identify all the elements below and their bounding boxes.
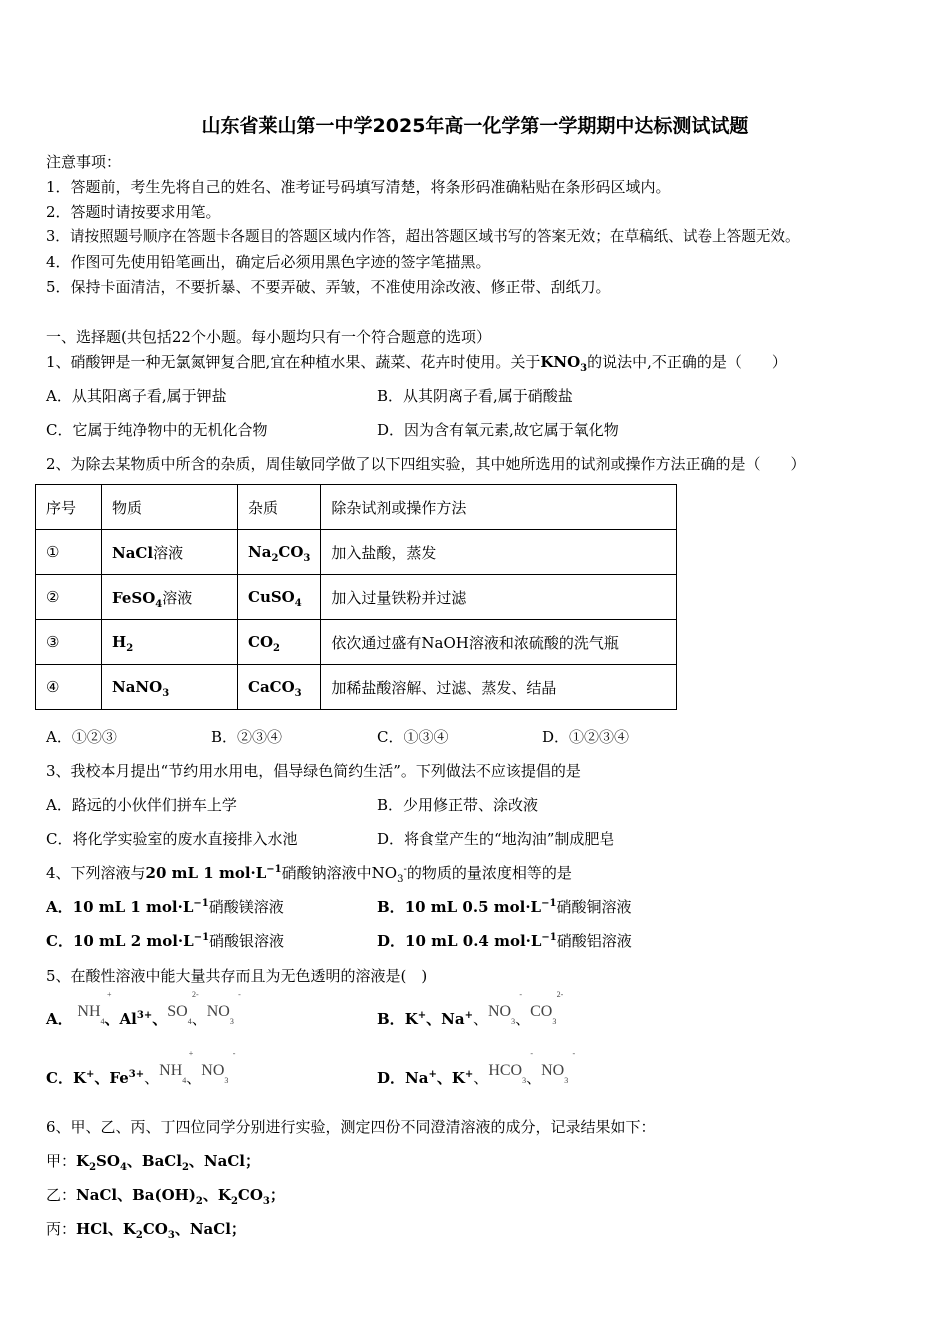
row-no: ② [36,575,102,620]
q5-option-c[interactable]: C．K+、$Fe^{3+}$、$NH_4$ + 、$NO_3$ - [46,1049,236,1087]
q3-option-c[interactable]: C．将化学实验室的废水直接排入水池 [46,830,298,848]
nitrate-ion: $NO_3$ - [487,990,523,1027]
question-3-stem: 3、我校本月提出“节约用水用电，倡导绿色简约生活”。下列做法不应该提倡的是 [46,762,581,780]
row-substance: NaNO$_3$ [102,665,238,710]
nitrate-ion: $NO_3$ - [201,1049,236,1086]
table-row [36,530,677,575]
row-method: 加稀盐酸溶解、过滤、蒸发、结晶 [321,665,677,710]
q4-option-d[interactable]: D．10 mL 0.4 $mol\cdot L^{-1}$硝酸铝溶液 [377,932,632,950]
q5-option-a[interactable]: A． $NH_4$ + 、$Al^{3+}$、$SO_4$ 2- 、$NO_3$ - [46,990,241,1028]
notice-item: 4．作图可先使用铅笔画出，确定后必须用黑色字迹的签字笔描黑。 [46,253,491,271]
row-no: ④ [36,665,102,710]
q2-option-b[interactable]: B．②③④ [211,728,283,746]
q1-option-c[interactable]: C．它属于纯净物中的无机化合物 [46,421,268,439]
row-substance: FeSO$_4$溶液 [102,575,238,620]
q1-option-a[interactable]: A．从其阳离子看,属于钾盐 [46,387,227,405]
q3-option-a[interactable]: A．路远的小伙伴们拼车上学 [46,796,237,814]
row-impurity: $CO_2$ [238,620,321,665]
nitrate-ion: $NO_3$ - [206,990,241,1027]
q4-option-c[interactable]: C．10 mL 2 $mol\cdot L^{-1}$硝酸银溶液 [46,932,285,950]
q2-option-d[interactable]: D．①②③④ [542,728,630,746]
row-no: ③ [36,620,102,665]
bicarbonate-ion: $HCO_3$ - [488,1049,534,1086]
row-substance: NaCl溶液 [102,530,238,575]
q2-option-c[interactable]: C．①③④ [377,728,449,746]
header-cell: 杂质 [238,485,321,530]
q1-option-b[interactable]: B．从其阴离子看,属于硝酸盐 [377,387,573,405]
notice-item: 1．答题前，考生先将自己的姓名、准考证号码填写清楚，将条形码准确粘贴在条形码区域内。 [46,178,671,196]
ammonium-ion: $NH_4$ + [77,990,112,1027]
table-header-row [36,485,677,530]
q6-record-yi: 乙：NaCl、$Ba(OH)_2$、$K_2CO_3$； [46,1186,285,1207]
q5-option-d[interactable]: D．Na+、K+、$HCO_3$ - 、$NO_3$ - [377,1049,576,1087]
notice-item: 3．请按照题号顺序在答题卡各题目的答题区域内作答，超出答题区域书写的答案无效；在草稿纸、试卷上答题无效。 [46,228,800,245]
table-row [36,665,677,710]
q4-option-b[interactable]: B．10 mL 0.5 $mol\cdot L^{-1}$硝酸铜溶液 [377,898,632,916]
header-cell: 物质 [102,485,238,530]
question-4-stem: 4、下列溶液与20 mL 1 $mol\cdot L^{-1}$硝酸钠溶液中$NO_3^-$的物质的量浓度相等的是 [46,864,572,885]
q5-option-b[interactable]: B．K+、Na+、$NO_3$ - 、$CO_3$ 2- [377,990,564,1028]
sulfate-ion: $SO_4$ 2- [167,990,199,1027]
page-title: 山东省莱山第一中学2025年高一化学第一学期期中达标测试试题 [201,115,749,137]
row-impurity: CaCO$_3$ [238,665,321,710]
notice-heading: 注意事项： [46,153,122,171]
q2-option-a[interactable]: A．①②③ [46,728,117,746]
row-substance: $H_2$ [102,620,238,665]
table-row [36,575,677,620]
header-cell: 除杂试剂或操作方法 [321,485,677,530]
row-impurity: $Na_2CO_3$ [238,530,321,575]
question-6-stem: 6、甲、乙、丙、丁四位同学分别进行实验，测定四份不同澄清溶液的成分，记录结果如下： [46,1118,656,1136]
row-method: 加入过量铁粉并过滤 [321,575,677,620]
nitrate-ion: $NO_3$ - [541,1049,576,1086]
carbonate-ion: $CO_3$ 2- [530,990,564,1027]
row-impurity: CuSO$_4$ [238,575,321,620]
question-2-stem: 2、为除去某物质中所含的杂质，周佳敏同学做了以下四组实验，其中她所选用的试剂或操作方法正确的是（ ） [46,455,806,473]
q6-record-bing: 丙：HCl、$K_2CO_3$、NaCl； [46,1220,246,1241]
header-cell: 序号 [36,485,102,530]
section-heading: 一、选择题(共包括22个小题。每小题均只有一个符合题意的选项） [46,328,491,346]
question-1-stem: 1、硝酸钾是一种无氯氮钾复合肥,宜在种植水果、蔬菜、花卉时使用。关于$KNO_3$的说法中,不正确的是（ ） [46,353,787,374]
q2-table [35,484,677,710]
q3-option-b[interactable]: B．少用修正带、涂改液 [377,796,539,814]
notice-item: 5．保持卡面清洁，不要折暴、不要弄破、弄皱，不准使用涂改液、修正带、刮纸刀。 [46,278,611,296]
q1-option-d[interactable]: D．因为含有氧元素,故它属于氧化物 [377,421,619,439]
q3-option-d[interactable]: D．将食堂产生的“地沟油”制成肥皂 [377,830,615,848]
q4-option-a[interactable]: A．10 mL 1 $mol\cdot L^{-1}$硝酸镁溶液 [46,898,284,916]
ammonium-ion: $NH_4$ + [159,1049,194,1086]
q6-record-jia: 甲：$K_2SO_4$、BaCl$_2$、NaCl； [46,1152,260,1173]
row-method: 依次通过盛有NaOH溶液和浓硫酸的洗气瓶 [321,620,677,665]
table-row [36,620,677,665]
row-method: 加入盐酸，蒸发 [321,530,677,575]
row-no: ① [36,530,102,575]
question-5-stem: 5、在酸性溶液中能大量共存而且为无色透明的溶液是( ) [46,967,428,985]
notice-item: 2．答题时请按要求用笔。 [46,203,221,221]
